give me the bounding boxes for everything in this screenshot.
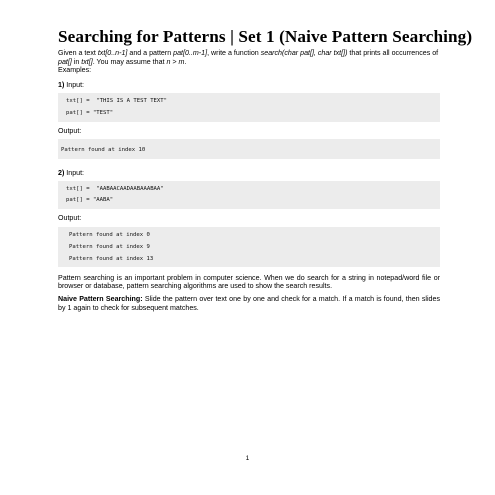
example2-input-line-1: txt[] = "AABAACAADAABAAABAA" (66, 185, 164, 192)
naive-pattern-heading: Naive Pattern Searching: (58, 294, 143, 303)
function-signature: search(char pat[], char txt[]) (260, 49, 348, 57)
page-title: Searching for Patterns | Set 1 (Naive Pattern Searching) (58, 27, 473, 46)
intro-text-4: that prints all occurrences of (347, 49, 439, 57)
example1-output-label: Output: (58, 126, 82, 135)
example2-input-code (58, 181, 440, 209)
example2-output-line-2: Pattern found at index 9 (69, 243, 150, 250)
example1-input-label (58, 81, 440, 90)
pat-signature: pat[0..m-1] (173, 49, 208, 57)
example1-input-code (58, 93, 440, 122)
page-number: 1 (245, 455, 250, 462)
intro-paragraph (58, 49, 440, 75)
pattern-searching-paragraph: Pattern searching is an important problem in computer science. When we do search for a string in notepad/word file or browser or database, pattern searching algorithms are used to show the search results. (58, 273, 440, 291)
intro-text-3: , write a function (207, 49, 261, 57)
example1-number: 1) (58, 80, 65, 89)
intro-text-1: Given a text (58, 49, 98, 57)
example2-input-text: Input: (64, 168, 85, 177)
intro-text-5: in (71, 57, 82, 66)
example1-input-line-1: txt[] = "THIS IS A TEST TEXT" (66, 97, 168, 104)
example2-output-line-1: Pattern found at index 0 (69, 231, 150, 238)
naive-pattern-body: Slide the pattern over text one by one and check for a match. If a match is found, then slides by 1 again to check for subsequent matches. (58, 294, 440, 312)
examples-label: Examples: (58, 66, 92, 75)
example2-output-code (58, 227, 440, 267)
example1-input-line-2: pat[] = "TEST" (66, 109, 114, 116)
example1-input-text: Input: (64, 80, 85, 89)
naive-pattern-paragraph (58, 295, 440, 312)
intro-text-2: and a pattern (127, 49, 174, 57)
example1-output-line-1: Pattern found at index 10 (61, 146, 146, 153)
example2-output-line-3: Pattern found at index 13 (69, 255, 154, 262)
pat-reference: pat[] (58, 57, 72, 66)
example1-output-code (58, 139, 440, 159)
example2-number: 2) (58, 168, 65, 177)
example2-output-label: Output: (58, 213, 82, 222)
size-condition: n > m (166, 57, 185, 66)
example2-input-label (58, 169, 440, 178)
txt-reference: txt[] (81, 57, 93, 66)
example2-input-line-2: pat[] = "AABA" (66, 196, 114, 203)
intro-text-6: . You may assume that (92, 57, 167, 66)
document-page (58, 26, 473, 312)
txt-signature: txt[0..n-1] (97, 49, 128, 57)
intro-text-7: . (184, 57, 187, 66)
